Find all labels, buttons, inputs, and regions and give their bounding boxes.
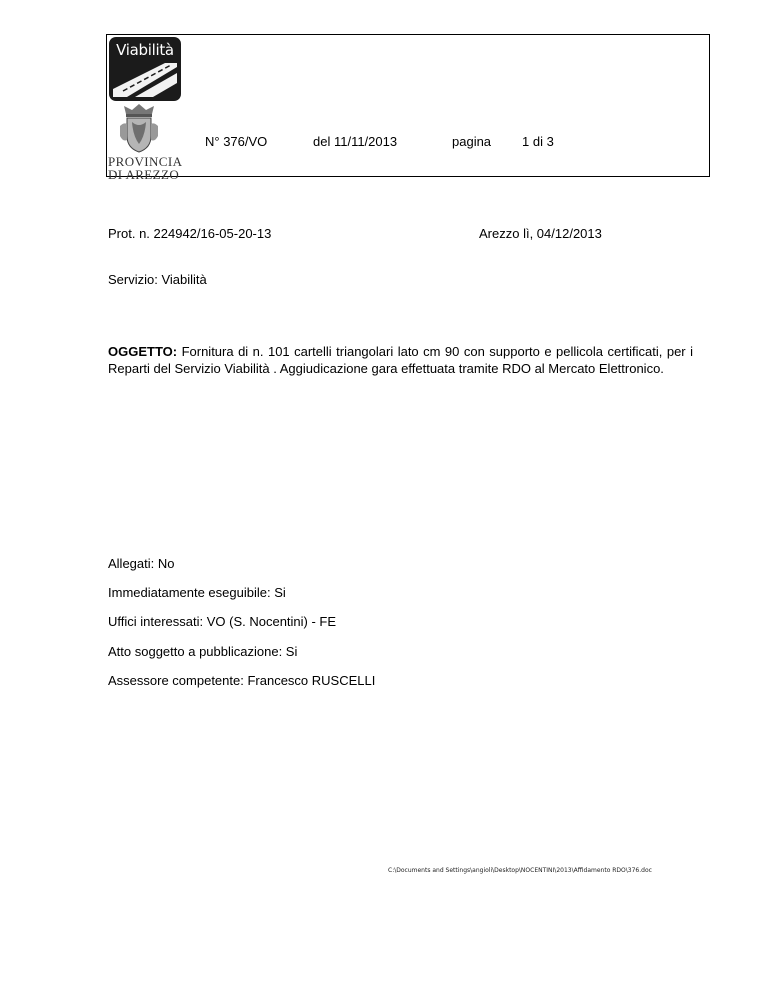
competent-assessor: Assessore competente: Francesco RUSCELLI <box>108 673 376 688</box>
viabilita-logo-text: Viabilità <box>116 41 174 59</box>
service: Servizio: Viabilità <box>108 272 207 287</box>
subject-text: Fornitura di n. 101 cartelli triangolari lato cm 90 con supporto e pellicola certificati, per i Reparti del Servizio Viabilità . Aggiudicazione gara effettuata tramite RDO al Mercato Elettronico. <box>108 344 693 376</box>
viabilita-logo <box>109 37 181 101</box>
immediately-executable: Immediatamente eseguibile: Si <box>108 585 286 600</box>
document-date: del 11/11/2013 <box>313 134 398 149</box>
province-line-2: DI AREZZO <box>108 167 180 182</box>
province-line-1: PROVINCIA <box>108 154 183 169</box>
file-path: C:\Documents and Settings\angioli\Desktop\NOCENTINI\2013\Affidamento RDO\376.doc <box>388 867 652 874</box>
place-date: Arezzo lì, 04/12/2013 <box>479 226 602 241</box>
province-name <box>108 155 182 181</box>
publication-subject: Atto soggetto a pubblicazione: Si <box>108 644 298 659</box>
province-crest-icon <box>118 104 160 154</box>
page-label: pagina <box>452 134 492 149</box>
header-box <box>106 34 710 177</box>
subject-label: OGGETTO: <box>108 344 178 359</box>
offices-involved: Uffici interessati: VO (S. Nocentini) - FE <box>108 614 337 629</box>
page-number: 1 di 3 <box>522 134 554 149</box>
document-number: N° 376/VO <box>205 134 268 149</box>
road-icon <box>113 61 177 97</box>
protocol-number: Prot. n. 224942/16-05-20-13 <box>108 226 272 241</box>
allegati: Allegati: No <box>108 556 175 571</box>
subject-paragraph <box>108 343 693 377</box>
